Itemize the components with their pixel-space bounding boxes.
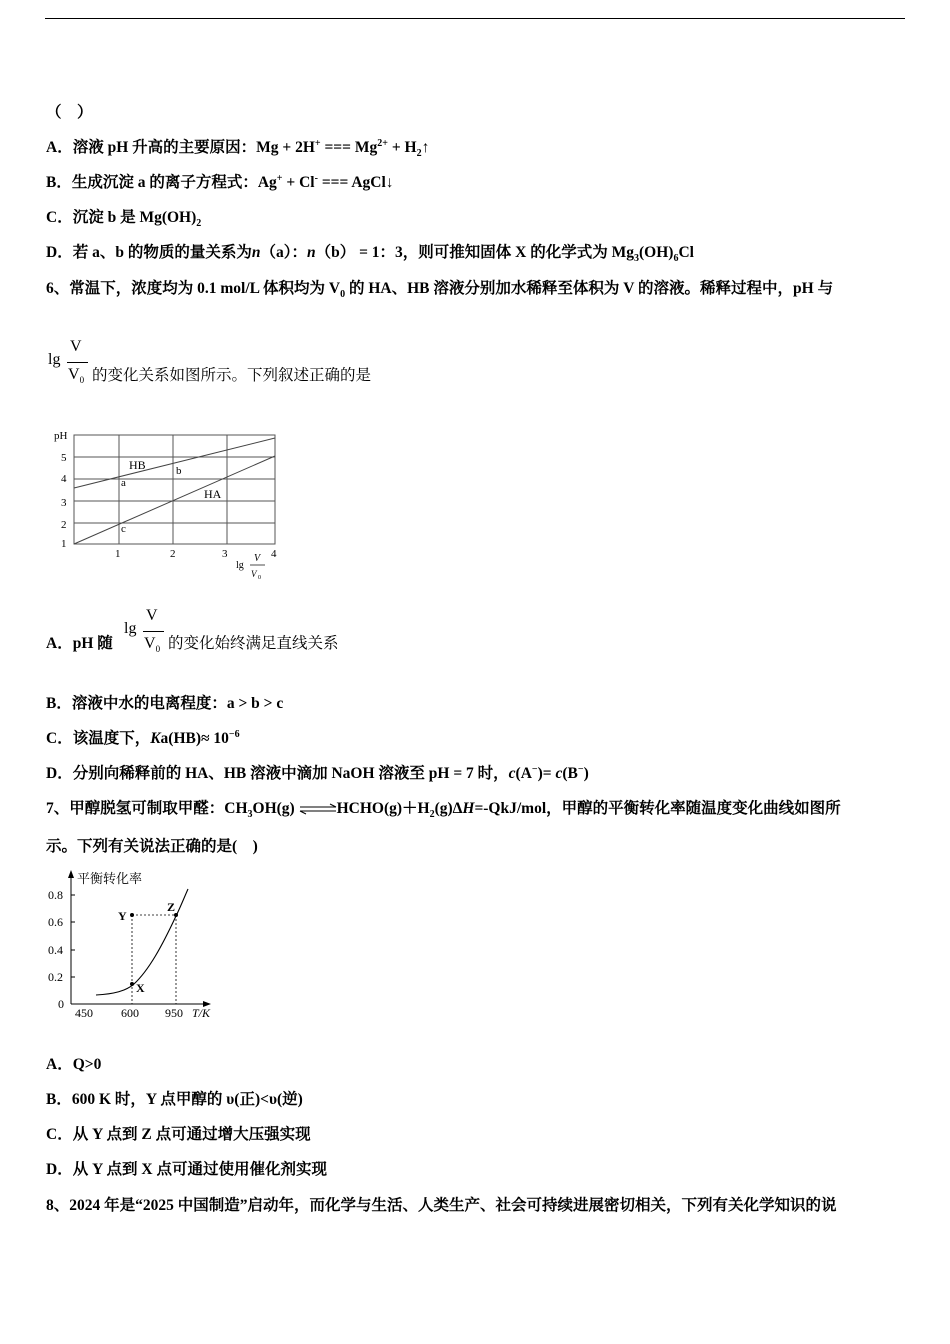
chart1-xlabel [236,553,265,581]
point-y [130,913,134,917]
q6-option-d: D．分别向稀释前的 HA、HB 溶液中滴加 NaOH 溶液至 pH = 7 时，c(A−)= c(B−) [46,763,589,782]
q6-option-a-continued: 的变化始终满足直线关系 [168,635,339,652]
hb-line [74,438,275,488]
q6-option-c: C．该温度下，$Ka(HB)\approx 10^{-6}$ [46,728,240,747]
chart2-xtick: 450 [75,1006,93,1020]
q6-fraction-lg-v-v0: lg V $V_0$ [48,338,90,392]
chart1-xtick: 2 [170,548,176,560]
chart1-ytick: 3 [61,497,67,509]
chart1-ylabel: pH [54,430,68,442]
chart2-ytick: 0.2 [48,970,63,984]
chart2-ytick: 0.8 [48,888,63,902]
q7-stem-line2: 示。下列有关说法正确的是( ) [46,838,258,855]
point-b-label: b [176,465,182,477]
q5-option-b: B．生成沉淀 a 的离子方程式：Ag+ + Cl- === AgCl↓ [46,172,394,191]
chart1-ytick: 5 [61,452,67,464]
chart1-ytick: 2 [61,519,67,531]
chart2-ylabel: 平衡转化率 [77,871,143,886]
equilibrium-arrow-icon [299,803,337,815]
chart2-ytick: 0 [58,997,64,1011]
q6-stem: 6、常温下，浓度均为 0.1 mol/L 体积均为 $V_0$ 的 HA、HB 溶液分别加水稀释至体积为 V 的溶液。稀释过程中，pH 与 [46,280,834,301]
ha-label: HA [204,487,222,501]
chart1-ytick: 1 [61,538,67,550]
q7-option-c: C．从 Y 点到 Z 点可通过增大压强实现 [46,1126,311,1143]
chart2-yticks [48,888,64,1011]
conversion-temperature-chart [44,866,224,1026]
point-c-label: c [121,523,126,535]
q6-option-a-fraction: lg V $V_0$ [124,607,166,661]
chart1-xtick: 4 [271,548,277,560]
q6-option-b: B．溶液中水的电离程度：a > b > c [46,695,284,712]
chart1-xtick: 3 [222,548,228,560]
q7-stem: 7、甲醇脱氢可制取甲醛：$CH_3OH(g)$ $HCHO(g)+H_2(g)\Delta H=-QkJ$/mol，甲醇的平衡转化率随温度变化曲线如图所 [46,800,841,821]
svg-text:0: 0 [258,575,261,581]
svg-text:lg: lg [236,560,244,571]
q5-option-d: D．若 a、b 的物质的量关系为n（a）：n（b） = 1：3，则可推知固体 X 的化学式为 $Mg_3(OH)_6Cl$ [46,244,694,265]
q7-option-a: A．Q>0 [46,1056,102,1073]
chart1-xticks [115,548,277,560]
ha-line [74,456,275,544]
q8-stem: 8、2024 年是“2025 中国制造”启动年，而化学与生活、人类生产、社会可持续进展密切相关，下列有关化学知识的说 [46,1197,837,1214]
q5-paren: （ ） [46,104,93,121]
chart1-frame [74,435,275,544]
q7-option-d: D．从 Y 点到 X 点可通过使用催化剂实现 [46,1161,328,1178]
svg-text:V: V [254,553,261,564]
point-y-label: Y [118,909,127,923]
chart2-ytick: 0.4 [48,943,63,957]
chart2-ytick: 0.6 [48,915,63,929]
point-a-label: a [121,477,126,489]
hb-label: HB [129,458,146,472]
q6-option-a: A．pH 随 [46,635,113,652]
chart2-xlabel: T/K [192,1006,211,1020]
chart2-xtick: 600 [121,1006,139,1020]
q5-option-a: A．溶液 pH 升高的主要原因：Mg + 2H+ === $Mg^{2+}$ + $H_2↑$ [46,137,430,160]
q6-stem-continued: 的变化关系如图所示。下列叙述正确的是 [92,367,372,384]
chart2-xtick: 950 [165,1006,183,1020]
q5-option-c: C．沉淀 b 是 $Mg(OH)_2$ [46,209,202,230]
chart1-xtick: 1 [115,548,121,560]
point-x-label: X [136,981,145,995]
chart2-xticks [75,1006,183,1020]
chart2-y-arrow-icon [68,870,74,878]
svg-text:V: V [251,569,257,579]
point-z-label: Z [167,900,176,914]
q7-option-b: B．600 K 时，Y 点甲醇的 υ(正)<υ(逆) [46,1091,303,1108]
ph-dilution-chart [44,424,284,584]
point-x [130,982,134,986]
chart1-yticks [61,452,67,550]
chart1-ytick: 4 [61,473,67,485]
top-rule [45,18,905,19]
